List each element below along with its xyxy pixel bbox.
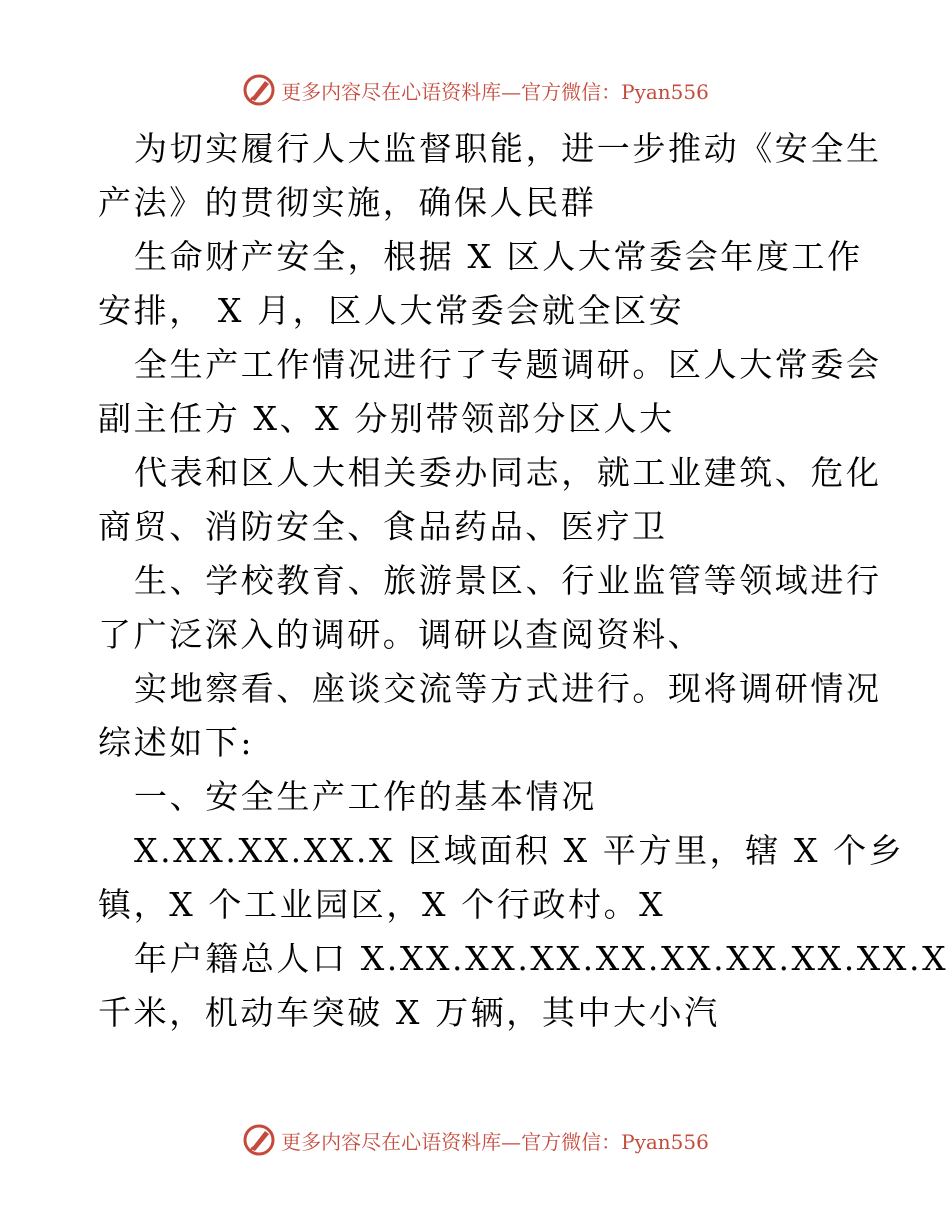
paragraph <box>98 554 882 662</box>
paragraph <box>98 230 863 338</box>
paragraph <box>98 446 882 554</box>
text-line: 综述如下: <box>98 723 255 762</box>
text-line: 为切实履行人大监督职能，进一步推动《安全生 <box>134 129 882 168</box>
text-line: 一、安全生产工作的基本情况 <box>134 777 597 816</box>
paragraph <box>98 932 949 1040</box>
text-line: 商贸、消防安全、食品药品、医疗卫 <box>98 507 668 546</box>
watermark-text <box>281 1126 709 1155</box>
text-line: 镇，X 个工业园区，X 个行政村。X <box>98 885 666 924</box>
text-line: 生、学校教育、旅游景区、行业监管等领域进行 <box>134 561 882 600</box>
text-line: 生命财产安全，根据 X 区人大常委会年度工作 <box>134 237 863 276</box>
quill-logo-icon <box>241 1122 277 1158</box>
watermark-suffix: 官方微信：Pyan556 <box>521 1129 709 1154</box>
watermark-suffix: 官方微信：Pyan556 <box>521 79 709 104</box>
section-heading <box>98 770 858 824</box>
text-line: 实地察看、座谈交流等方式进行。现将调研情况 <box>134 669 882 708</box>
text-line: 全生产工作情况进行了专题调研。区人大常委会 <box>134 345 882 384</box>
watermark-separator: — <box>501 1129 522 1154</box>
watermark-main: 更多内容尽在心语资料库 <box>281 1129 502 1154</box>
text-line: 副主任方 X、X 分别带领部分区人大 <box>98 399 675 438</box>
watermark-main: 更多内容尽在心语资料库 <box>281 79 502 104</box>
text-line: 了广泛深入的调研。调研以查阅资料、 <box>98 615 704 654</box>
text-line: 千米，机动车突破 X 万辆，其中大小汽 <box>98 993 720 1032</box>
text-line: 年户籍总人口 X.XX.XX.XX.XX.XX.XX.XX.XX.X <box>134 939 949 978</box>
quill-logo-icon <box>241 72 277 108</box>
paragraph <box>98 662 882 770</box>
text-line: 安排， X 月，区人大常委会就全区安 <box>98 291 685 330</box>
paragraph <box>98 338 882 446</box>
document-body <box>98 122 949 1040</box>
header-watermark <box>0 70 950 110</box>
text-line: 代表和区人大相关委办同志，就工业建筑、危化 <box>134 453 882 492</box>
footer-watermark <box>0 1120 950 1160</box>
paragraph <box>98 824 905 932</box>
text-line: X.XX.XX.XX.X 区域面积 X 平方里，辖 X 个乡 <box>134 831 905 870</box>
paragraph <box>98 122 882 230</box>
watermark-text <box>281 76 709 105</box>
text-line: 产法》的贯彻实施，确保人民群 <box>98 183 597 222</box>
watermark-separator: — <box>501 79 522 104</box>
